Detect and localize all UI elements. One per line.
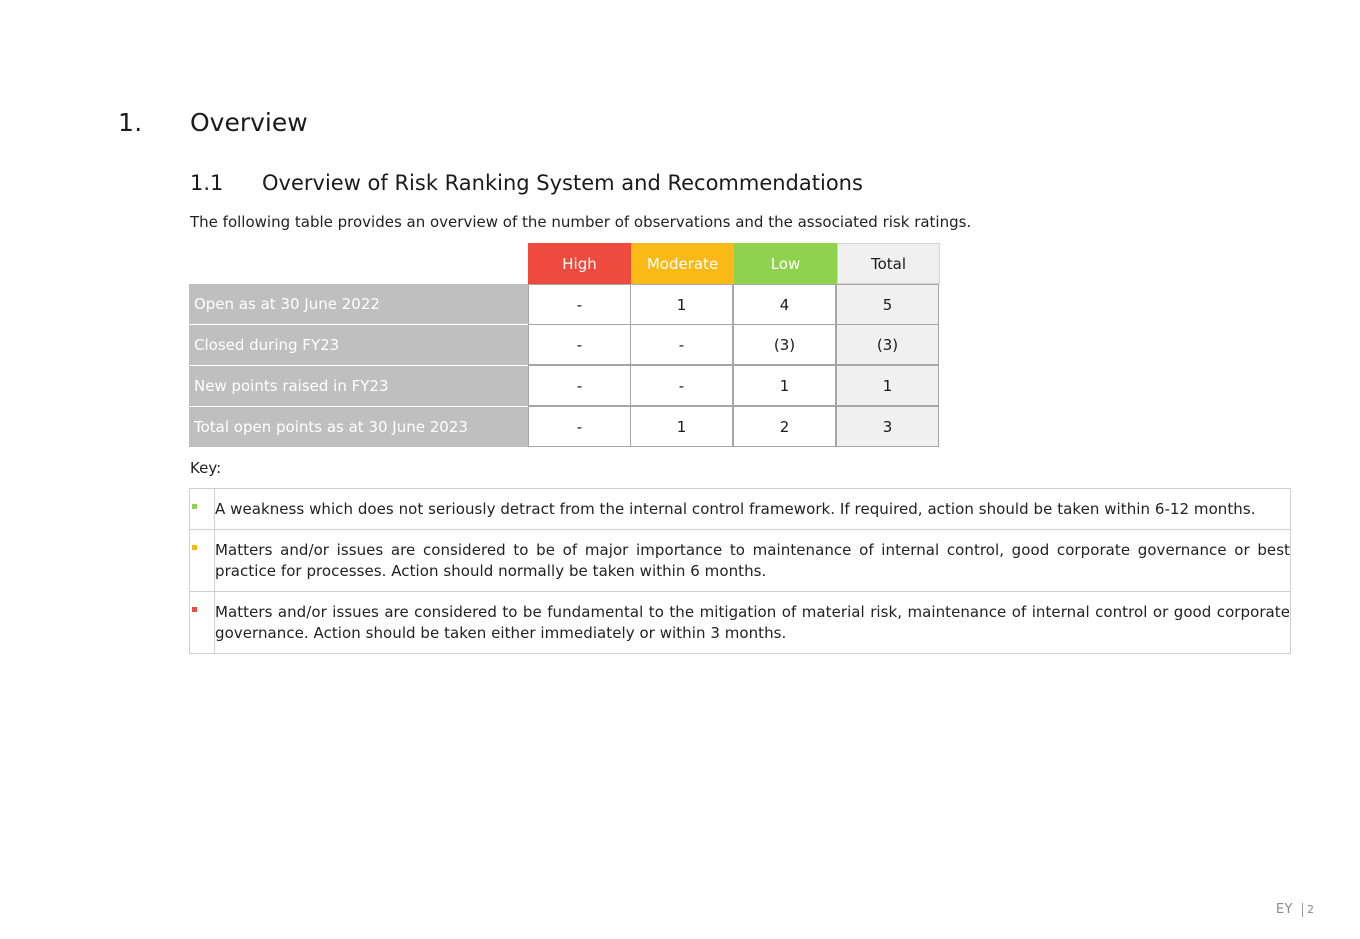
section-number: 1. (118, 108, 143, 137)
table-cell: - (528, 284, 631, 325)
table-cell: - (630, 324, 733, 365)
row-label-open-2022: Open as at 30 June 2022 (189, 284, 528, 324)
key-text-high: Matters and/or issues are considered to be fundamental to the mitigation of material risk, maintenance of internal control or good corporate governance. Action should be taken either immediately or within 3 months. (215, 603, 1290, 642)
key-row-low (190, 489, 1290, 529)
table-cell-total: (3) (836, 324, 939, 365)
key-text-moderate: Matters and/or issues are considered to be of major importance to maintenance of internal control, good corporate governance or best practice for processes. Action should normally be taken within 6 months. (215, 541, 1290, 580)
key-row-high (190, 591, 1290, 653)
table-cell: 1 (733, 365, 836, 406)
table-cell-total: 3 (836, 406, 939, 447)
key-swatch-cell (190, 530, 215, 591)
table-cell: - (528, 324, 631, 365)
table-cell: 1 (630, 406, 733, 447)
footer-divider (1302, 903, 1303, 917)
row-label-total-open-2023: Total open points as at 30 June 2023 (189, 407, 528, 447)
row-label-new-fy23: New points raised in FY23 (189, 366, 528, 406)
table-cell: - (528, 365, 631, 406)
header-high: High (528, 243, 631, 284)
table-cell: 4 (733, 284, 836, 325)
key-swatch-cell (190, 592, 215, 653)
table-cell: - (630, 365, 733, 406)
subsection-title: Overview of Risk Ranking System and Recommendations (262, 171, 863, 195)
table-cell-total: 5 (836, 284, 939, 325)
header-moderate: Moderate (631, 243, 734, 284)
row-label-closed-fy23: Closed during FY23 (189, 325, 528, 365)
header-low: Low (734, 243, 837, 284)
low-swatch-icon (192, 504, 197, 509)
table-cell-total: 1 (836, 365, 939, 406)
intro-paragraph: The following table provides an overview of the number of observations and the associated risk ratings. (190, 213, 972, 231)
high-swatch-icon (192, 607, 197, 612)
key-heading: Key: (190, 459, 222, 477)
page-number: 2 (1307, 903, 1314, 916)
key-text-low: A weakness which does not seriously detract from the internal control framework. If required, action should be taken within 6-12 months. (215, 500, 1256, 518)
table-cell: 2 (733, 406, 836, 447)
moderate-swatch-icon (192, 545, 197, 550)
section-title: Overview (190, 108, 308, 137)
page-footer (1276, 902, 1314, 917)
key-row-moderate (190, 529, 1290, 591)
table-cell: - (528, 406, 631, 447)
footer-brand: EY (1275, 902, 1293, 917)
key-swatch-cell (190, 489, 215, 529)
table-cell: (3) (733, 324, 836, 365)
subsection-number: 1.1 (190, 171, 224, 195)
header-total: Total (837, 243, 940, 284)
key-table (189, 488, 1291, 654)
risk-summary-table (189, 243, 940, 447)
table-cell: 1 (630, 284, 733, 325)
